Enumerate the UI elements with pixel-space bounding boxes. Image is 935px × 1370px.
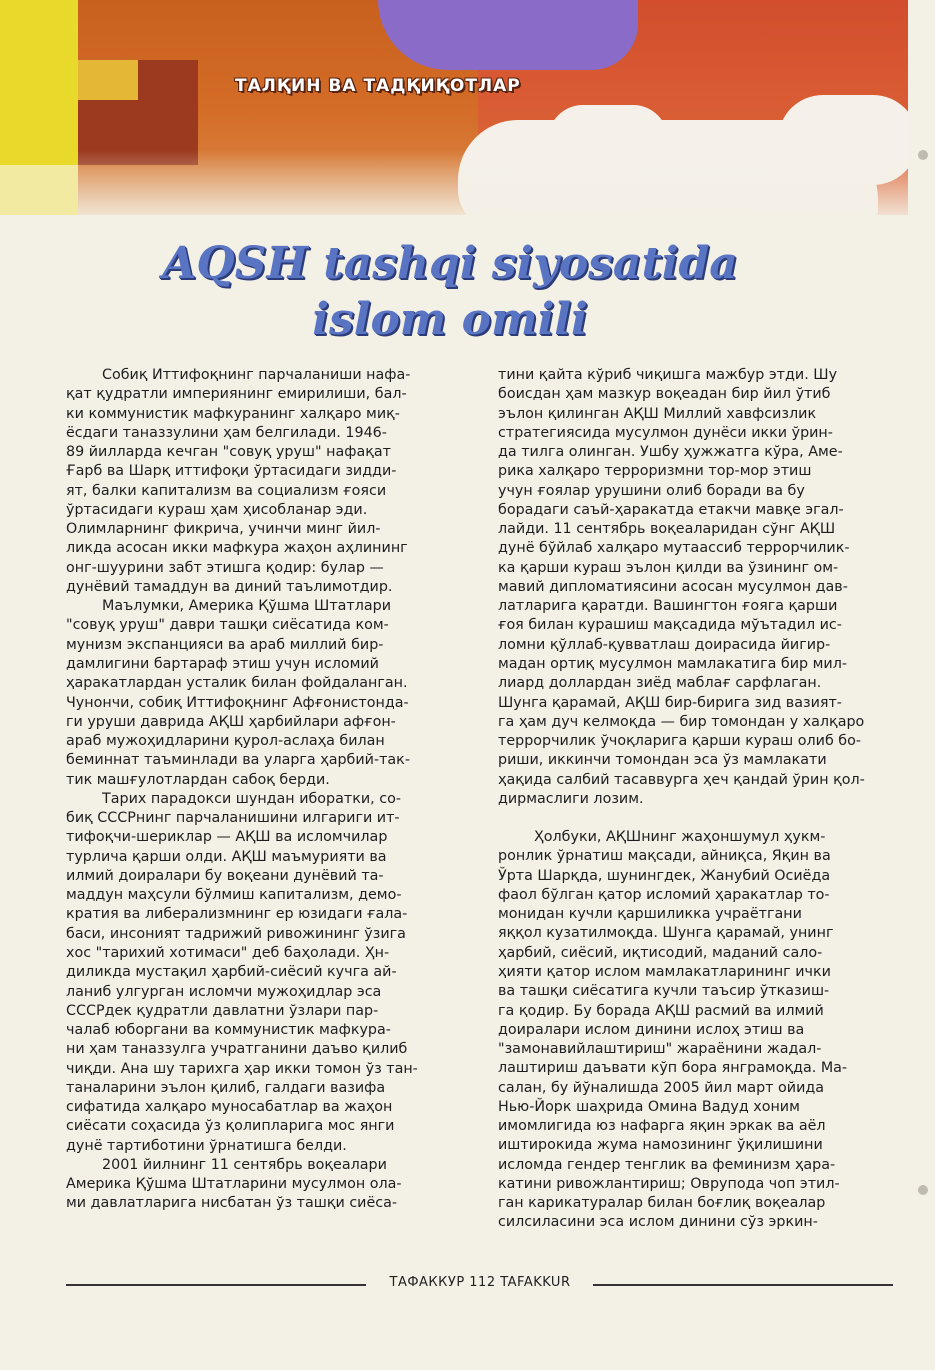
footer-rule-left (66, 1284, 366, 1286)
page-footer: ТАФАККУР 112 TAFAKKUR (389, 1275, 571, 1290)
header-violet-shape (378, 0, 638, 70)
header-gold-square (78, 60, 138, 100)
binding-hole (918, 150, 928, 160)
paragraph: Собиқ Иттифоқнинг парчаланиши нафа- қат қудратли империянинг емирилиши, бал- ки коммунистик мафкуранинг халқаро миқ- ёсдаги таназзулини ҳам белгилади. 1946- 89 йилларда кечган "совуқ уруш" нафақат Ғарб ва Шарқ иттифоқи ўртасидаги зидди- ят, балки капитализм ва социализм ғояси ўртасидаги кураш ҳам ҳисобланар эди. Олимларнинг фикрича, учинчи минг йил- ликда асосан икки мафкура жаҳон аҳлининг онг-шуурини забт этишга қодир: булар — дунёвий тамаддун ва диний таълимотдир. (66, 367, 411, 595)
paragraph: тини қайта кўриб чиқишга мажбур этди. Шу боисдан ҳам мазкур воқеадан бир йил ўтиб эълон қилинган АҚШ Миллий хавфсизлик стратегиясида мусулмон дунёси икки ўрин- да тилга олинган. Ушбу ҳужжатга кўра, Аме- рика халқаро терроризмни тор-мор этиш учун ғоялар урушини олиб боради ва бу борадаги саъй-ҳаракатда етакчи мавқе эгал- лайди. 11 сентябрь воқеаларидан сўнг АҚШ дунё бўйлаб халқаро мутаассиб террорчилик- ка қарши кураш эълон қилди ва ўзининг ом- мавий дипломатиясини асосан мусулмон дав- латларига қаратди. Вашингтон ғояга қарши ғоя билан курашиш мақсадида мўътадил ис- ломни қўллаб-қувватлаш доирасида йигир- мадан ортиқ мусулмон мамлакатига бир мил- лиард доллардан зиёд маблағ сарфлаган. Шунга қарамай, АҚШ бир-бирига зид вазият- га ҳам дуч келмоқда — бир томондан у халқаро террорчилик ўчоқларига қарши кураш олиб бо- риши, иккинчи томондан эса ўз мамлакати ҳақида салбий тасаввурга ҳеч қандай ўрин қол- дирмаслиги лозим. (498, 367, 865, 807)
section-label: ТАЛҚИН ВА ТАДҚИҚОТЛАР (235, 76, 521, 96)
paragraph: 2001 йилнинг 11 сентябрь воқеалари Америка Қўшма Штатларини мусулмон ола- ми давлатларига нисбатан ўз ташқи сиёса- (66, 1156, 402, 1212)
paragraph: Маълумки, Америка Қўшма Штатлари "совуқ уруш" даври ташқи сиёсатида ком- мунизм экспанцияси ва араб миллий бир- дамлигини бартараф этиш учун исломий ҳаракатлардан усталик билан фойдаланган. Чунончи, собиқ Иттифоқнинг Афғонистонда- ги уруши даврида АҚШ ҳарбийлари афғон- араб мужоҳидларини қурол-аслаҳа билан беминнат таъминлади ва уларга ҳарбий-так- тик машғулотлардан сабоқ берди. (66, 598, 410, 788)
footer-rule-right (593, 1284, 893, 1286)
right-column (498, 366, 898, 1233)
paragraph: Тарих парадокси шундан иборатки, со- биқ СССРнинг парчаланишини илгариги ит- тифоқчи-шериклар — АҚШ ва исломчилар турлича қарши олди. АҚШ маъмурияти ва илмий доиралари бу воқеани дунёвий та- маддун маҳсули бўлмиш капитализм, демо- кратия ва либерализмнинг ер юзидаги ғала- баси, инсоният тадрижий ривожининг ўзига хос "тарихий хотимаси" деб баҳолади. Ҳн- диликда мустақил ҳарбий-сиёсий кучга ай- ланиб улгурган исломчи мужоҳидлар эса СССРдек қудратли давлатни ўзлари пар- чалаб юборгани ва коммунистик мафкура- ни ҳам таназзулга учратганини даъво қилиб чиқди. Ана шу тарихга ҳар икки томон ўз тан- таналарини эълон қилиб, галдаги вазифа сифатида халқаро муносабатлар ва жаҳон сиёсати соҳасида ўз қолипларига мос янги дунё тартиботини ўрнатишга белди. (66, 790, 418, 1154)
header-pale-block (0, 165, 78, 215)
paragraph: Ҳолбуки, АҚШнинг жаҳоншумул ҳукм- ронлик ўрнатиш мақсади, айниқса, Яқин ва Ўрта Шарқда, шунингдек, Жанубий Осиёда фаол бўлган қатор исломий ҳаракатлар то- монидан кучли қаршиликка учраётгани яққол кузатилмоқда. Шунга қарамай, унинг ҳарбий, сиёсий, иқтисодий, маданий сало- ҳияти қатор ислом мамлакатларининг ички ва ташқи сиёсатига кучли таъсир ўтказиш- га қодир. Бу борада АҚШ расмий ва илмий доиралари ислом динини ислоҳ этиш ва "замонавийлаштириш" жараёнини жадал- лаштириш даъвати кўп бора янграмоқда. Ма- салан, бу йўналишда 2005 йил март ойида Нью-Йорк шаҳрида Омина Вадуд хоним имомлигида юз нафарга яқин эркак ва аёл иштирокида жума намозининг ўқилишини исломда гендер тенглик ва феминизм ҳара- катини ривожлантириш; Оврупода чоп этил- ган карикатуралар билан боғлиқ воқеалар силсиласини эса ислом динини сўз эркин- (498, 829, 848, 1231)
left-column (66, 366, 466, 1214)
binding-hole (918, 1185, 928, 1195)
article-title (100, 236, 800, 348)
header-yellow-block (0, 0, 80, 180)
article-title-line-2: islom omili (312, 294, 588, 345)
article-title-line-1: AQSH tashqi siyosatida (162, 238, 738, 289)
